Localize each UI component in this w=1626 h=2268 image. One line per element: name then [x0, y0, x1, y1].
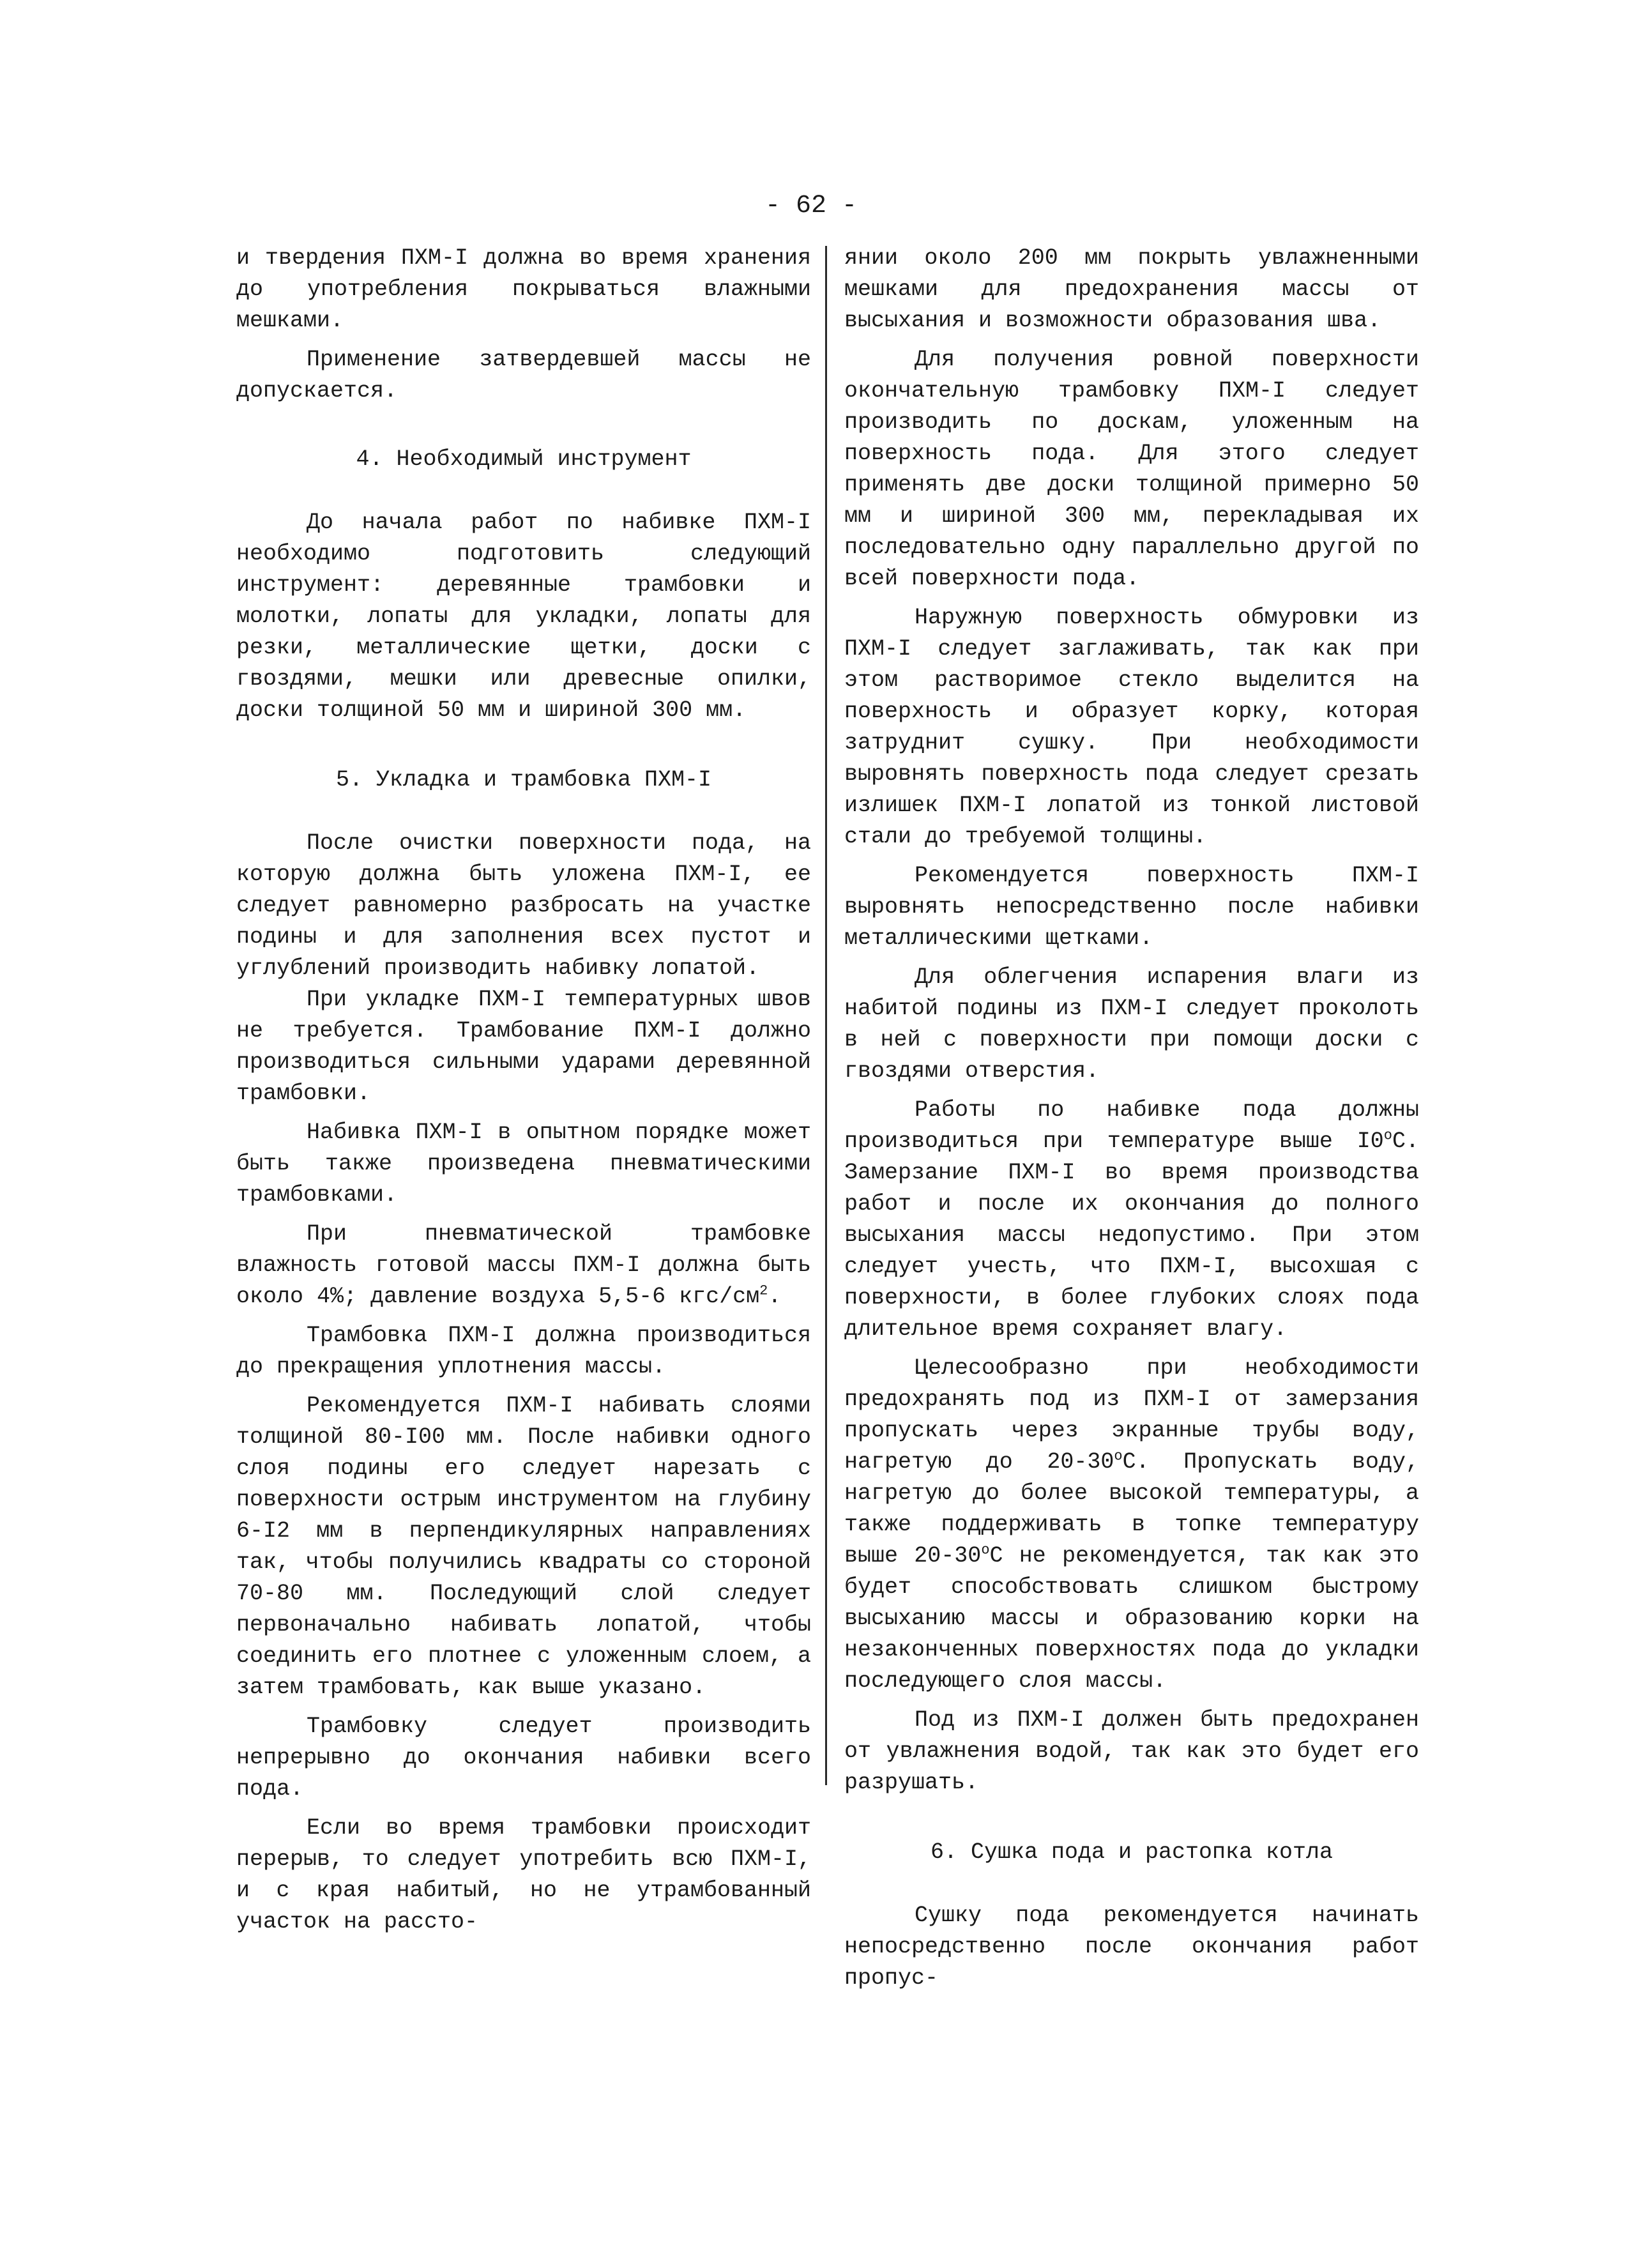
paragraph-right-7-a: Целесообразно при необходимости предохранять под из ПХМ-I от замерзания пропускать через экранные трубы воду, нагретую до 20-30: [844, 1355, 1419, 1475]
superscript-2: 2: [759, 1282, 768, 1299]
paragraph-left-1: и твердения ПХМ-I должна во время хранения до употребления покрываться влажными мешками.: [236, 245, 811, 333]
paragraph-right-3: Наружную поверхность обмуровки из ПХМ-I следует заглаживать, так как при этом растворимое стекло выделится на поверхность и образует корку, которая затруднит сушку. При необходимости выровнять поверхность пода следует срезать излишек ПХМ-I лопатой из тонкой листовой стали до требуемой толщины.: [844, 605, 1419, 849]
paragraph-left-10: Трамбовку следует производить непрерывно до окончания набивки всего пода.: [236, 1714, 811, 1802]
paragraph-left-7-end: .: [768, 1284, 782, 1309]
paragraph-right-2: Для получения ровной поверхности окончательную трамбовку ПХМ-I следует производить по доскам, уложенным на поверхность пода. Для этого следует применять две доски толщиной примерно 50 мм и шириной 300 мм, перекладывая их последовательно одну параллельно другой по всей поверхности пода.: [844, 347, 1419, 591]
section-heading-5: 5. Укладка и трамбовка ПХМ-I: [335, 767, 712, 793]
paragraph-right-7-c: С не рекомендуется, так как это будет способствовать слишком быстрому высыханию массы и образованию корки на незаконченных поверхностях пода до укладки последующего слоя массы.: [844, 1543, 1419, 1694]
paragraph-right-7-b: С. Пропускать воду, нагретую до более высокой температуры, а также поддерживать в топке температуру выше 20-30: [844, 1449, 1419, 1569]
degree-sign: о: [1114, 1448, 1123, 1465]
paragraph-left-5: При укладке ПХМ-I температурных швов не требуется. Трамбование ПХМ-I должно производиться сильными ударами деревянной трамбовки.: [236, 987, 811, 1106]
paragraph-left-7-text: При пневматической трамбовке влажность готовой массы ПХМ-I должна быть около 4%; давление воздуха 5,5-6 кгс/см: [236, 1221, 811, 1309]
paragraph-right-9: Сушку пода рекомендуется начинать непосредственно после окончания работ пропус-: [844, 1903, 1419, 1991]
paragraph-left-8: Трамбовка ПХМ-I должна производиться до прекращения уплотнения массы.: [236, 1323, 811, 1380]
paragraph-right-8: Под из ПХМ-I должен быть предохранен от увлажнения водой, так как это будет его разрушать.: [844, 1707, 1419, 1795]
paragraph-right-7: [844, 1353, 1419, 1697]
section-heading-6: 6. Сушка пода и растопка котла: [930, 1839, 1333, 1865]
section-heading-4: 4. Необходимый инструмент: [356, 446, 692, 472]
paragraph-left-2: Применение затвердевшей массы не допускается.: [236, 347, 811, 404]
paragraph-right-1: янии около 200 мм покрыть увлажненными мешками для предохранения массы от высыхания и возможности образования шва.: [844, 245, 1419, 333]
degree-sign: о: [1383, 1127, 1392, 1144]
paragraph-left-4: После очистки поверхности пода, на которую должна быть уложена ПХМ-I, ее следует равномерно разбросать на участке подины и для заполнения всех пустот и углублений производить набивку лопатой.: [236, 830, 811, 981]
paragraph-left-7: [236, 1219, 811, 1313]
degree-sign: о: [981, 1542, 990, 1558]
paragraph-right-6: [844, 1095, 1419, 1345]
column-divider: [825, 246, 827, 1785]
page-number: - 62 -: [764, 192, 858, 220]
paragraph-left-6: Набивка ПХМ-I в опытном порядке может быть также произведена пневматическими трамбовками.: [236, 1120, 811, 1208]
paragraph-left-11: Если во время трамбовки происходит перерыв, то следует употребить всю ПХМ-I, и с края набитый, но не утрамбованный участок на рассто-: [236, 1815, 811, 1935]
paragraph-left-3: До начала работ по набивке ПХМ-I необходимо подготовить следующий инструмент: деревянные трамбовки и молотки, лопаты для укладки, лопаты для резки, металлические щетки, доски с гвоздями, мешки или древесные опилки, доски толщиной 50 мм и шириной 300 мм.: [236, 510, 811, 723]
left-column: [236, 243, 811, 1938]
paragraph-right-4: Рекомендуется поверхность ПХМ-I выровнять непосредственно после набивки металлическими щетками.: [844, 863, 1419, 951]
paragraph-right-5: Для облегчения испарения влаги из набитой подины из ПХМ-I следует проколоть в ней с поверхности при помощи доски с гвоздями отверстия.: [844, 964, 1419, 1084]
paragraph-right-6-a: Работы по набивке пода должны производиться при температуре выше I0: [844, 1097, 1419, 1154]
paragraph-left-9: Рекомендуется ПХМ-I набивать слоями толщиной 80-I00 мм. После набивки одного слоя подины его следует нарезать с поверхности острым инструментом на глубину 6-I2 мм в перпендикулярных направлениях так, чтобы получились квадраты со стороной 70-80 мм. Последующий слой следует первоначально набивать лопатой, чтобы соединить его плотнее с уложенным слоем, а затем трамбовать, как выше указано.: [236, 1393, 811, 1700]
paragraph-right-6-b: С. Замерзание ПХМ-I во время производства работ и после их окончания до полного высыхания массы недопустимо. При этом следует учесть, что ПХМ-I, высохшая с поверхности, в более глубоких слоях пода длительное время сохраняет влагу.: [844, 1129, 1419, 1342]
right-column: [844, 243, 1419, 1994]
